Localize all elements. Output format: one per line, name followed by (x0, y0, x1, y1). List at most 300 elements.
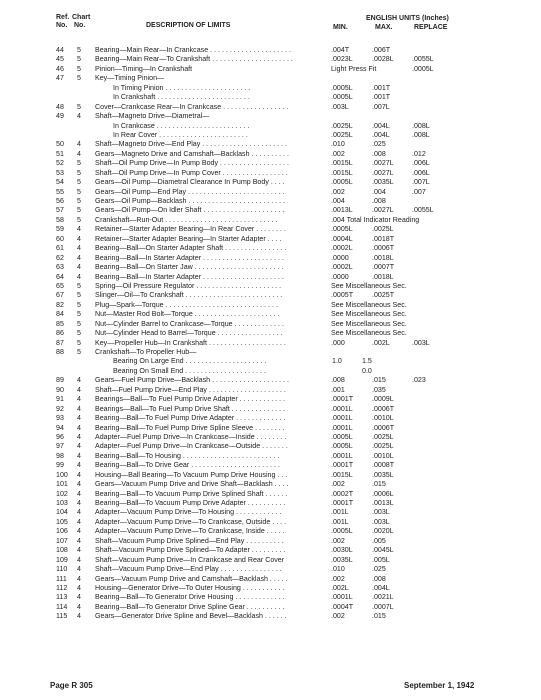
table-row (0, 178, 541, 187)
ref-number: 85 (56, 319, 64, 328)
chart-number: 5 (77, 178, 81, 187)
table-row (0, 518, 541, 527)
table-row (0, 131, 541, 140)
table-row (0, 442, 541, 451)
min-value: .008 (331, 376, 345, 385)
min-value: .0004L (331, 234, 353, 243)
min-value: .001L (331, 517, 349, 526)
limit-description: Bearing—Main Rear—In Crankcase . . . . . . . . . . . . . . . . . . . . . (95, 46, 291, 54)
limit-description: Plug—Spark—Torque . . . . . . . . . . . . . . . . . . . . . . . . . . . . . (95, 300, 278, 309)
limit-description: Shaft—Fuel Pump Drive—End Play . . . . . . . . . . . . . . . . . . . . (95, 385, 286, 394)
chart-number: 4 (77, 225, 81, 234)
table-row (0, 593, 541, 602)
limit-description: Bearing On Small End . . . . . . . . . . . . . . . . . . . . . (113, 366, 266, 375)
table-row (0, 433, 541, 442)
chart-number: 4 (77, 565, 81, 574)
limit-description: Shaft—Oil Pump Drive—In Pump Cover . . . . . . . . . . . . . . . . . (95, 168, 288, 177)
max-value: .0025L (372, 442, 394, 451)
table-row (0, 527, 541, 536)
chart-number: 5 (77, 291, 81, 300)
chart-number: 5 (77, 55, 81, 64)
chart-number: 5 (77, 329, 81, 338)
table-row (0, 471, 541, 480)
chart-number: 4 (77, 376, 81, 385)
limit-description: Bearing—Main Rear—To Crankshaft . . . . . . . . . . . . . . . . . . . . . (95, 55, 293, 64)
table-row (0, 301, 541, 310)
chart-number: 4 (77, 602, 81, 611)
min-value: .0005L (331, 178, 353, 187)
min-value: .010 (331, 140, 345, 149)
table-row (0, 235, 541, 244)
max-value: .0035L (372, 178, 394, 187)
page-number: Page R 305 (50, 681, 93, 690)
min-value: .0005L (331, 527, 353, 536)
header-ref-no: No. (56, 22, 68, 29)
table-row (0, 140, 541, 149)
table-row (0, 197, 541, 206)
min-value: .0005L (331, 93, 353, 102)
table-row (0, 122, 541, 131)
chart-number: 4 (77, 263, 81, 272)
limit-description: Gears—Oil Pump—Backlash . . . . . . . . . . . . . . . . . . . . . . . . . (95, 197, 286, 205)
limit-note: See Miscellaneous Sec. (331, 281, 407, 290)
chart-number: 5 (77, 159, 81, 168)
replace-value: .003L (412, 338, 430, 347)
limit-description: Bearing—Ball—To Vacuum Pump Drive Adapter . . . . . . . . . . (95, 499, 286, 507)
ref-number: 100 (56, 470, 68, 479)
ref-number: 59 (56, 225, 64, 234)
limit-description: In Rear Cover . . . . . . . . . . . . . . . . . . . . . . . (113, 130, 248, 139)
table-row (0, 55, 541, 64)
ref-number: 105 (56, 517, 68, 526)
limits-table (0, 46, 541, 622)
chart-number: 5 (77, 206, 81, 215)
max-value: .004L (372, 583, 390, 592)
min-value: .0025L (331, 130, 353, 139)
limit-description: Bearing—Ball—To Vacuum Pump Drive Splined Shaft . . . . . . (95, 489, 288, 498)
ref-number: 45 (56, 55, 64, 64)
limit-description: Gears—Vacuum Pump Drive and Drive Shaft—Backlash . . . . (95, 480, 289, 489)
ref-number: 58 (56, 215, 64, 224)
max-value: .001T (372, 93, 391, 102)
max-value: .0006T (372, 404, 395, 413)
limit-description: Bearing—Ball—To Generator Drive Housing . . . . . . . . . . . . . (95, 593, 285, 602)
chart-number: 4 (77, 423, 81, 432)
table-row (0, 225, 541, 234)
min-value: .0001L (331, 414, 353, 423)
ref-number: 49 (56, 112, 64, 121)
ref-number: 44 (56, 46, 64, 54)
table-row (0, 461, 541, 470)
limit-description: Gears—Magneto Drive and Camshaft—Backlash . . . . . . . . . . (95, 149, 289, 158)
min-value: .003L (331, 102, 349, 111)
end-value: 0.0 (362, 366, 372, 375)
ref-number: 113 (56, 593, 68, 602)
table-row (0, 367, 541, 376)
ref-number: 110 (56, 565, 68, 574)
ref-number: 92 (56, 404, 64, 413)
replace-value: .008L (412, 121, 430, 130)
max-value: .0008T (372, 461, 395, 470)
limit-description: Nut—Master Rod Bolt—Torque . . . . . . . . . . . . . . . . . . . . . . (95, 310, 280, 319)
table-row (0, 575, 541, 584)
chart-number: 4 (77, 583, 81, 592)
min-value: .004T (331, 46, 350, 54)
limit-note: See Miscellaneous Sec. (331, 319, 407, 328)
table-row (0, 339, 541, 348)
table-row (0, 320, 541, 329)
limit-description: Adapter—Vacuum Pump Drive—To Housing . . . . . . . . . . . . (95, 508, 282, 517)
table-row (0, 546, 541, 555)
min-value: .001L (331, 508, 349, 517)
limit-note: See Miscellaneous Sec. (331, 310, 407, 319)
ref-number: 60 (56, 234, 64, 243)
min-value: .0005L (331, 225, 353, 234)
chart-number: 4 (77, 461, 81, 470)
replace-value: .012 (412, 149, 426, 158)
max-value: .0027L (372, 206, 394, 215)
table-row (0, 499, 541, 508)
max-value: .0007L (372, 602, 394, 611)
table-row (0, 565, 541, 574)
limit-description: Shaft—Vacuum Pump Drive—In Crankcase and Rear Cover (95, 555, 285, 564)
table-row (0, 452, 541, 461)
min-value: .0001T (331, 395, 354, 404)
limit-description: Bearings—Ball—To Fuel Pump Drive Adapter . . . . . . . . . . . . (95, 395, 286, 404)
table-row (0, 348, 541, 357)
max-value: .0009L (372, 395, 394, 404)
table-row (0, 206, 541, 215)
table-row (0, 112, 541, 121)
max-value: .0006T (372, 244, 395, 253)
max-value: .0027L (372, 159, 394, 168)
min-value: .002 (331, 574, 345, 583)
limit-note: Light Press Fit (331, 64, 377, 73)
max-value: .003L (372, 517, 390, 526)
ref-number: 84 (56, 310, 64, 319)
min-value: .0001L (331, 593, 353, 602)
max-value: .0028L (372, 55, 394, 64)
ref-number: 86 (56, 329, 64, 338)
ref-number: 65 (56, 281, 64, 290)
max-value: .004L (372, 130, 390, 139)
chart-number: 4 (77, 470, 81, 479)
ref-number: 62 (56, 253, 64, 262)
limit-description: Nut—Cylinder Barrel to Crankcase—Torque . . . . . . . . . . . . . (95, 319, 284, 328)
ref-number: 54 (56, 178, 64, 187)
min-value: .0023L (331, 55, 353, 64)
min-value: .0015L (331, 159, 353, 168)
chart-number: 4 (77, 527, 81, 536)
limit-description: Shaft—Magneto Drive—Diametral— (95, 112, 210, 121)
limit-description: Cover—Crankcase Rear—In Crankcase . . . . . . . . . . . . . . . . . (95, 102, 289, 111)
chart-number: 4 (77, 612, 81, 621)
limit-description: Housing—Generator Drive—To Outer Housing . . . . . . . . . . . (95, 583, 285, 592)
ref-number: 88 (56, 348, 64, 356)
max-value: .002L (372, 338, 390, 347)
limit-description: Shaft—Vacuum Pump Drive—End Play . . . . . . . . . . . . . . . . (95, 565, 282, 574)
ref-number: 112 (56, 583, 68, 592)
limit-description: In Crankshaft . . . . . . . . . . . . . . . . . . . . . . . . (113, 93, 250, 102)
ref-number: 96 (56, 432, 64, 441)
ref-number: 114 (56, 602, 68, 611)
limit-description: Shaft—Oil Pump Drive—In Pump Body . . . . . . . . . . . . . . . . . . (95, 159, 289, 168)
header-ref: Ref. (56, 14, 70, 21)
min-value: .0001L (331, 423, 353, 432)
min-value: .0002T (331, 489, 354, 498)
limit-description: Gears—Fuel Pump Drive—Backlash . . . . . . . . . . . . . . . . . . . . (95, 376, 289, 385)
ref-number: 64 (56, 272, 64, 281)
table-row (0, 273, 541, 282)
max-value: .0018T (372, 234, 395, 243)
min-value: .0005L (331, 432, 353, 441)
min-value: .0001T (331, 461, 354, 470)
limit-description: Key—Propeller Hub—In Crankshaft . . . . . . . . . . . . . . . . . . . . (95, 338, 286, 347)
max-value: .015 (372, 376, 386, 385)
limit-description: Bearing—Ball—On Starter Jaw . . . . . . . . . . . . . . . . . . . . . . . (95, 263, 284, 272)
chart-number: 4 (77, 508, 81, 517)
table-row (0, 612, 541, 621)
min-value: .0005L (331, 442, 353, 451)
max-value: .025 (372, 565, 386, 574)
min-value: .0000 (331, 272, 349, 281)
ref-number: 104 (56, 508, 68, 517)
max-value: .0027L (372, 168, 394, 177)
header-replace: REPLACE (414, 24, 448, 31)
table-row (0, 244, 541, 253)
limit-note: See Miscellaneous Sec. (331, 329, 407, 338)
chart-number: 5 (77, 281, 81, 290)
chart-number: 4 (77, 244, 81, 253)
replace-value: .023 (412, 376, 426, 385)
chart-number: 4 (77, 395, 81, 404)
chart-number: 4 (77, 385, 81, 394)
max-value: .0007T (372, 263, 395, 272)
chart-number: 4 (77, 489, 81, 498)
min-value: .0015L (331, 168, 353, 177)
max-value: .003L (372, 508, 390, 517)
table-row (0, 150, 541, 159)
limit-description: Bearing—Ball—To Generator Drive Spline Gear . . . . . . . . . . (95, 602, 285, 611)
chart-number: 4 (77, 432, 81, 441)
ref-number: 90 (56, 385, 64, 394)
max-value: .015 (372, 612, 386, 621)
chart-number: 4 (77, 112, 81, 121)
min-value: .0004T (331, 602, 354, 611)
limit-description: Key—Timing Pinion— (95, 74, 165, 83)
max-value: .0045L (372, 546, 394, 555)
ref-number: 46 (56, 64, 64, 73)
replace-value: .006L (412, 159, 430, 168)
chart-number: 4 (77, 536, 81, 545)
table-row (0, 395, 541, 404)
replace-value: .008L (412, 130, 430, 139)
min-value: .0013L (331, 206, 353, 215)
limit-description: Bearing—Ball—To Fuel Pump Drive Spline Sleeve . . . . . . . . (95, 423, 285, 432)
min-value: .0002L (331, 244, 353, 253)
limit-description: Bearing—Ball—In Starter Adapter . . . . . . . . . . . . . . . . . . . . . (95, 272, 284, 281)
chart-number: 4 (77, 517, 81, 526)
ref-number: 97 (56, 442, 64, 451)
ref-number: 87 (56, 338, 64, 347)
limit-note: .004 Total Indicator Reading (331, 215, 420, 224)
limit-description: Bearing—Ball—To Housing . . . . . . . . . . . . . . . . . . . . . . . . . (95, 451, 280, 460)
limit-description: Crankshaft—Run-Out . . . . . . . . . . . . . . . . . . . . . . . . . . . . . (95, 215, 278, 224)
max-value: .035 (372, 385, 386, 394)
table-row (0, 65, 541, 74)
table-row (0, 159, 541, 168)
ref-number: 63 (56, 263, 64, 272)
table-row (0, 508, 541, 517)
limit-description: Bearing—Ball—To Drive Gear . . . . . . . . . . . . . . . . . . . . . . . (95, 461, 280, 470)
max-value: .0025T (372, 291, 395, 300)
header-max: MAX. (375, 24, 393, 31)
max-value: .0025L (372, 225, 394, 234)
max-value: .0013L (372, 499, 394, 507)
limit-description: Shaft—Vacuum Pump Drive Splined—End Play . . . . . . . . . . (95, 536, 284, 545)
header-chart-no: No. (74, 22, 86, 29)
start-value: 1.0 (332, 357, 342, 366)
table-row (0, 376, 541, 385)
header-description: DESCRIPTION OF LIMITS (146, 22, 231, 29)
ref-number: 91 (56, 395, 64, 404)
limit-description: Adapter—Vacuum Pump Drive—To Crankcase, Inside . . . . . (95, 527, 285, 536)
ref-number: 55 (56, 187, 64, 196)
min-value: .002 (331, 149, 345, 158)
max-value: .0021L (372, 593, 394, 602)
ref-number: 99 (56, 461, 64, 470)
chart-number: 4 (77, 404, 81, 413)
min-value: .002 (331, 480, 345, 489)
table-row (0, 254, 541, 263)
chart-number: 4 (77, 451, 81, 460)
publication-date: September 1, 1942 (404, 681, 475, 690)
header-chart: Chart (72, 14, 91, 21)
min-value: .0001L (331, 404, 353, 413)
ref-number: 67 (56, 291, 64, 300)
max-value: .008 (372, 197, 386, 205)
limit-description: Slinger—Oil—To Crankshaft . . . . . . . . . . . . . . . . . . . . . . . . . (95, 291, 283, 300)
ref-number: 108 (56, 546, 68, 555)
ref-number: 52 (56, 159, 64, 168)
limit-description: Retainer—Starter Adapter Bearing—In Starter Adapter . . . . (95, 234, 282, 243)
chart-number: 4 (77, 414, 81, 423)
replace-value: .0005L (412, 64, 434, 73)
limit-description: In Crankcase . . . . . . . . . . . . . . . . . . . . . . . . (113, 121, 250, 130)
ref-number: 103 (56, 499, 68, 507)
limit-description: Adapter—Fuel Pump Drive—In Crankcase—Inside . . . . . . . . (95, 432, 287, 441)
chart-number: 5 (77, 64, 81, 73)
limit-description: Spring—Oil Pressure Regulator . . . . . . . . . . . . . . . . . . . . . . (95, 281, 282, 290)
chart-number: 4 (77, 272, 81, 281)
limit-description: Bearings—Ball—To Fuel Pump Drive Shaft . . . . . . . . . . . . . . (95, 404, 286, 413)
table-row (0, 84, 541, 93)
max-value: .025 (372, 140, 386, 149)
table-row (0, 480, 541, 489)
ref-number: 98 (56, 451, 64, 460)
ref-number: 61 (56, 244, 64, 253)
min-value: .002 (331, 612, 345, 621)
min-value: .0002L (331, 263, 353, 272)
max-value: .007L (372, 102, 390, 111)
ref-number: 101 (56, 480, 68, 489)
chart-number: 5 (77, 187, 81, 196)
chart-number: 5 (77, 168, 81, 177)
ref-number: 57 (56, 206, 64, 215)
min-value: .010 (331, 565, 345, 574)
max-value: .0006T (372, 423, 395, 432)
table-row (0, 282, 541, 291)
limit-description: In Timing Pinion . . . . . . . . . . . . . . . . . . . . . . (113, 83, 251, 92)
chart-number: 4 (77, 555, 81, 564)
chart-number: 4 (77, 499, 81, 507)
chart-number: 5 (77, 197, 81, 205)
table-row (0, 216, 541, 225)
table-row (0, 357, 541, 366)
limit-description: Gears—Oil Pump—On Idler Shaft . . . . . . . . . . . . . . . . . . . . . (95, 206, 285, 215)
limit-description: Gears—Vacuum Pump Drive and Camshaft—Backlash . . . . . (95, 574, 288, 583)
limit-description: Nut—Cylinder Head to Barrel—Torque . . . . . . . . . . . . . . . . . (95, 329, 283, 338)
limit-description: Gears—Generator Drive Spline and Bevel—Backlash . . . . . . (95, 612, 287, 621)
limit-description: Bearing—Ball—To Fuel Pump Drive Adapter . . . . . . . . . . . . . (95, 414, 286, 423)
min-value: .0005L (331, 83, 353, 92)
ref-number: 47 (56, 74, 64, 83)
chart-number: 4 (77, 253, 81, 262)
header-units: ENGLISH UNITS (Inches) (366, 15, 449, 22)
table-row (0, 424, 541, 433)
max-value: .004L (372, 121, 390, 130)
max-value: .001T (372, 83, 391, 92)
max-value: .0020L (372, 527, 394, 536)
table-row (0, 556, 541, 565)
limit-description: Gears—Oil Pump—Diametral Clearance In Pump Body . . . . (95, 178, 285, 187)
chart-number: 5 (77, 338, 81, 347)
min-value: .0015L (331, 470, 353, 479)
limit-description: Bearing—Ball—On Starter Adapter Shaft . . . . . . . . . . . . . . . . (95, 244, 287, 253)
replace-value: .007L (412, 178, 430, 187)
ref-number: 82 (56, 300, 64, 309)
replace-value: .0055L (412, 206, 434, 215)
ref-number: 48 (56, 102, 64, 111)
chart-number: 4 (77, 149, 81, 158)
min-value: .0025L (331, 121, 353, 130)
table-row (0, 263, 541, 272)
max-value: .0018L (372, 253, 394, 262)
replace-value: .006L (412, 168, 430, 177)
table-row (0, 405, 541, 414)
min-value: .0030L (331, 546, 353, 555)
table-row (0, 584, 541, 593)
table-row (0, 103, 541, 112)
min-value: .0001L (331, 451, 353, 460)
chart-number: 5 (77, 348, 81, 356)
table-row (0, 386, 541, 395)
header-min: MIN. (333, 24, 348, 31)
table-row (0, 490, 541, 499)
table-row (0, 74, 541, 83)
table-row (0, 310, 541, 319)
limit-description: Adapter—Vacuum Pump Drive—To Crankcase, Outside . . . . (95, 517, 287, 526)
table-row (0, 414, 541, 423)
min-value: .0005T (331, 291, 354, 300)
max-value: .0035L (372, 470, 394, 479)
limit-description: Adapter—Fuel Pump Drive—In Crankcase—Outside . . . . . . . (95, 442, 288, 451)
table-row (0, 93, 541, 102)
min-value: .002 (331, 187, 345, 196)
max-value: .0025L (372, 432, 394, 441)
max-value: .0018L (372, 272, 394, 281)
table-row (0, 291, 541, 300)
